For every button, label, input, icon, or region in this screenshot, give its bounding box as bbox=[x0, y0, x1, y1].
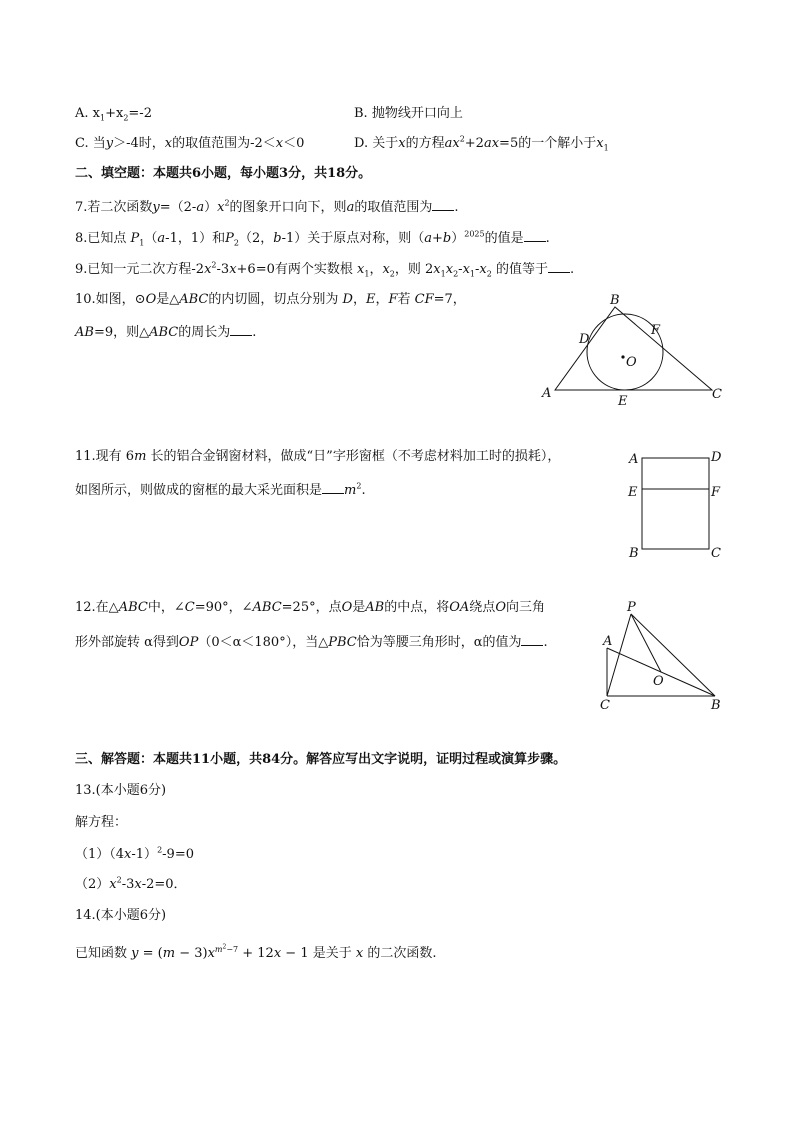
label-a: A bbox=[629, 452, 639, 467]
label-c: C bbox=[711, 546, 721, 561]
option-d: D. 关于x的方程$ax^2+2ax=5$的一个解小于$x_1$ bbox=[354, 134, 609, 153]
question-12-line-1: 12.在△ABC中，∠C=90°，∠ABC=25°，点O是AB的中点，将OA绕点O向三角 bbox=[75, 600, 545, 615]
incircle-triangle-figure bbox=[535, 290, 735, 410]
question-8: 8.已知点 $P_1(a-1$，1）和$P_2(2$，b-1）关于原点对称，则$(a+b)^{2025}$的值是 . bbox=[75, 229, 550, 248]
answer-blank bbox=[432, 199, 454, 211]
label-c: C bbox=[600, 698, 610, 713]
label-b: B bbox=[629, 546, 639, 561]
option-c: C. 当y＞-4时，x的取值范围为-2＜x＜0 bbox=[75, 136, 305, 151]
question-13-eq-2: $(2)x^2-3x-2=0$． bbox=[75, 875, 187, 892]
option-b: B. 抛物线开口向上 bbox=[354, 106, 463, 121]
answer-blank bbox=[230, 324, 252, 336]
label-b: B bbox=[610, 293, 620, 308]
label-p: P bbox=[627, 600, 636, 615]
question-12-line-2: 形外部旋转 α得到OP（0＜α＜180°），当△PBC恰为等腰三角形时，α的值为 . bbox=[75, 635, 548, 650]
question-13-title: 13.(本小题6分) bbox=[75, 783, 167, 798]
label-a: A bbox=[542, 386, 552, 401]
label-f: F bbox=[711, 485, 721, 500]
label-o: O bbox=[653, 674, 664, 689]
rotation-triangle-figure bbox=[595, 595, 735, 720]
label-d: D bbox=[579, 332, 590, 347]
label-e: E bbox=[618, 394, 628, 409]
label-e: E bbox=[628, 485, 638, 500]
answer-blank bbox=[524, 230, 546, 242]
question-11-line-2: 如图所示，则做成的窗框的最大采光面积是 $m^2$. bbox=[75, 481, 366, 498]
question-9: 9.已知一元二次方程$-2x^2-3x+6=0$有两个实数根 $x_1$，$x_2$，则 $2x_1x_2-x_1-x_2$ 的值等于 . bbox=[75, 260, 575, 279]
label-f: F bbox=[651, 323, 661, 338]
question-7: 7.若二次函数$y=(2-a)x^2$的图象开口向下，则a的取值范围为 . bbox=[75, 198, 459, 215]
label-d: D bbox=[711, 450, 722, 465]
label-o: O bbox=[626, 355, 637, 370]
question-13-instruction: 解方程： bbox=[75, 815, 128, 830]
section-3-heading: 三、解答题：本题共11小题，共84分。解答应写出文字说明，证明过程或演算步骤。 bbox=[75, 752, 567, 767]
label-c: C bbox=[712, 387, 722, 402]
section-2-heading: 二、填空题：本题共6小题，每小题3分，共18分。 bbox=[75, 166, 372, 181]
question-10-line-1: 10.如图，⊙O是△ABC的内切圆，切点分别为 D，E，F若 CF=7， bbox=[75, 292, 466, 307]
question-11-line-1: 11.现有 6m 长的铝合金钢窗材料，做成“日”字形窗框（不考虑材料加工时的损耗）， bbox=[75, 449, 561, 464]
label-b: B bbox=[711, 698, 721, 713]
question-14-text: 已知函数 $y = (m - 3)x^{m^2-7} + 12x - 1$ 是关于 x 的二次函数. bbox=[75, 943, 437, 961]
question-14-title: 14.(本小题6分) bbox=[75, 908, 167, 923]
answer-blank bbox=[548, 261, 570, 273]
answer-blank bbox=[322, 482, 344, 494]
answer-blank bbox=[521, 634, 543, 646]
label-a: A bbox=[603, 634, 613, 649]
option-a: A. $x_1+x_2=-2$ bbox=[75, 106, 152, 123]
window-frame-figure bbox=[620, 445, 730, 565]
question-13-eq-1: $(1)(4x-1)^2-9=0$ bbox=[75, 845, 194, 862]
question-10-line-2: AB=9，则△ABC的周长为 . bbox=[75, 325, 257, 340]
